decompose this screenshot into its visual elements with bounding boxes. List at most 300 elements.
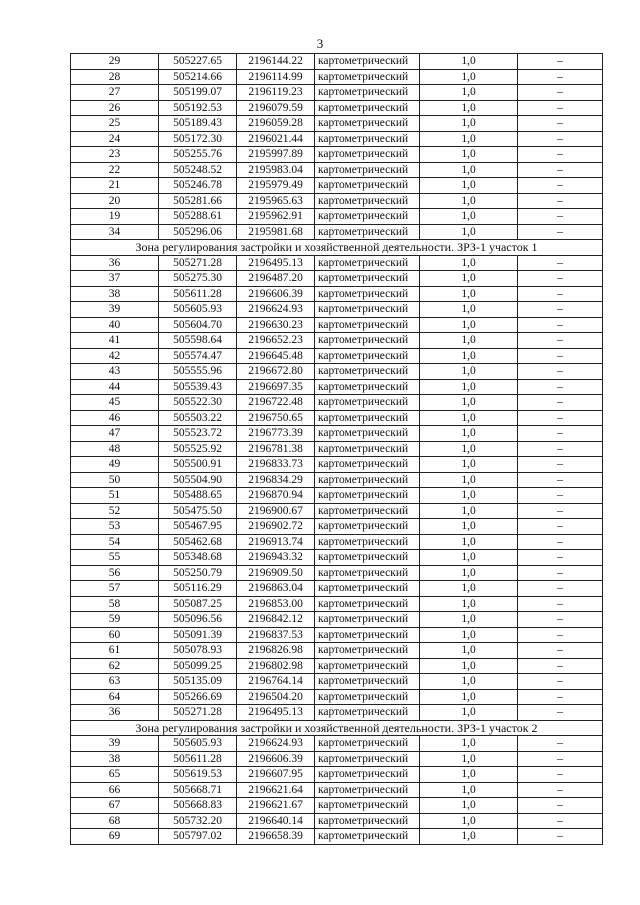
table-row [71, 565, 603, 581]
table-row [71, 147, 603, 163]
method-cell: картометрический [315, 534, 420, 550]
method-cell: картометрический [315, 426, 420, 442]
point-number-cell: 29 [71, 54, 159, 70]
accuracy-cell: 1,0 [420, 736, 518, 752]
note-cell: – [518, 767, 603, 783]
method-cell: картометрический [315, 333, 420, 349]
table-row [71, 782, 603, 798]
y-coordinate-cell: 2196624.93 [237, 736, 315, 752]
x-coordinate-cell: 505598.64 [159, 333, 237, 349]
x-coordinate-cell: 505539.43 [159, 379, 237, 395]
accuracy-cell: 1,0 [420, 488, 518, 504]
y-coordinate-cell: 2196144.22 [237, 54, 315, 70]
point-number-cell: 21 [71, 178, 159, 194]
accuracy-cell: 1,0 [420, 519, 518, 535]
zone-header-row [71, 720, 603, 736]
y-coordinate-cell: 2196722.48 [237, 395, 315, 411]
y-coordinate-cell: 2195983.04 [237, 162, 315, 178]
table-row [71, 224, 603, 240]
note-cell: – [518, 426, 603, 442]
method-cell: картометрический [315, 224, 420, 240]
x-coordinate-cell: 505296.06 [159, 224, 237, 240]
point-number-cell: 59 [71, 612, 159, 628]
table-row [71, 348, 603, 364]
table-row [71, 457, 603, 473]
method-cell: картометрический [315, 472, 420, 488]
x-coordinate-cell: 505091.39 [159, 627, 237, 643]
note-cell: – [518, 100, 603, 116]
table-row [71, 364, 603, 380]
y-coordinate-cell: 2196773.39 [237, 426, 315, 442]
y-coordinate-cell: 2196837.53 [237, 627, 315, 643]
method-cell: картометрический [315, 193, 420, 209]
y-coordinate-cell: 2195997.89 [237, 147, 315, 163]
note-cell: – [518, 395, 603, 411]
x-coordinate-cell: 505574.47 [159, 348, 237, 364]
y-coordinate-cell: 2196645.48 [237, 348, 315, 364]
method-cell: картометрический [315, 674, 420, 690]
coordinates-table [70, 53, 603, 845]
method-cell: картометрический [315, 612, 420, 628]
note-cell: – [518, 534, 603, 550]
note-cell: – [518, 472, 603, 488]
accuracy-cell: 1,0 [420, 596, 518, 612]
y-coordinate-cell: 2196802.98 [237, 658, 315, 674]
y-coordinate-cell: 2196487.20 [237, 271, 315, 287]
point-number-cell: 68 [71, 813, 159, 829]
accuracy-cell: 1,0 [420, 441, 518, 457]
note-cell: – [518, 193, 603, 209]
accuracy-cell: 1,0 [420, 643, 518, 659]
table-row [71, 534, 603, 550]
accuracy-cell: 1,0 [420, 54, 518, 70]
accuracy-cell: 1,0 [420, 426, 518, 442]
y-coordinate-cell: 2195981.68 [237, 224, 315, 240]
method-cell: картометрический [315, 85, 420, 101]
table-row [71, 116, 603, 132]
note-cell: – [518, 503, 603, 519]
note-cell: – [518, 348, 603, 364]
table-row [71, 162, 603, 178]
note-cell: – [518, 596, 603, 612]
point-number-cell: 50 [71, 472, 159, 488]
point-number-cell: 40 [71, 317, 159, 333]
method-cell: картометрический [315, 627, 420, 643]
method-cell: картометрический [315, 798, 420, 814]
table-row [71, 627, 603, 643]
point-number-cell: 36 [71, 705, 159, 721]
x-coordinate-cell: 505503.22 [159, 410, 237, 426]
note-cell: – [518, 457, 603, 473]
x-coordinate-cell: 505271.28 [159, 705, 237, 721]
y-coordinate-cell: 2196909.50 [237, 565, 315, 581]
y-coordinate-cell: 2196114.99 [237, 69, 315, 85]
note-cell: – [518, 255, 603, 271]
y-coordinate-cell: 2196781.38 [237, 441, 315, 457]
y-coordinate-cell: 2196750.65 [237, 410, 315, 426]
method-cell: картометрический [315, 503, 420, 519]
x-coordinate-cell: 505668.71 [159, 782, 237, 798]
y-coordinate-cell: 2196607.95 [237, 767, 315, 783]
accuracy-cell: 1,0 [420, 813, 518, 829]
table-row [71, 100, 603, 116]
y-coordinate-cell: 2196504.20 [237, 689, 315, 705]
y-coordinate-cell: 2196833.73 [237, 457, 315, 473]
note-cell: – [518, 627, 603, 643]
y-coordinate-cell: 2196902.72 [237, 519, 315, 535]
point-number-cell: 45 [71, 395, 159, 411]
method-cell: картометрический [315, 131, 420, 147]
table-row [71, 302, 603, 318]
y-coordinate-cell: 2196606.39 [237, 286, 315, 302]
note-cell: – [518, 224, 603, 240]
accuracy-cell: 1,0 [420, 209, 518, 225]
method-cell: картометрический [315, 519, 420, 535]
accuracy-cell: 1,0 [420, 364, 518, 380]
table-row [71, 54, 603, 70]
method-cell: картометрический [315, 147, 420, 163]
table-row [71, 658, 603, 674]
table-row [71, 674, 603, 690]
point-number-cell: 19 [71, 209, 159, 225]
table-row [71, 286, 603, 302]
accuracy-cell: 1,0 [420, 457, 518, 473]
y-coordinate-cell: 2196495.13 [237, 705, 315, 721]
accuracy-cell: 1,0 [420, 333, 518, 349]
y-coordinate-cell: 2196495.13 [237, 255, 315, 271]
point-number-cell: 48 [71, 441, 159, 457]
y-coordinate-cell: 2196863.04 [237, 581, 315, 597]
accuracy-cell: 1,0 [420, 224, 518, 240]
table-row [71, 255, 603, 271]
y-coordinate-cell: 2196079.59 [237, 100, 315, 116]
method-cell: картометрический [315, 565, 420, 581]
note-cell: – [518, 581, 603, 597]
method-cell: картометрический [315, 286, 420, 302]
note-cell: – [518, 550, 603, 566]
point-number-cell: 51 [71, 488, 159, 504]
accuracy-cell: 1,0 [420, 751, 518, 767]
method-cell: картометрический [315, 209, 420, 225]
table-row [71, 488, 603, 504]
x-coordinate-cell: 505555.96 [159, 364, 237, 380]
method-cell: картометрический [315, 813, 420, 829]
accuracy-cell: 1,0 [420, 782, 518, 798]
accuracy-cell: 1,0 [420, 193, 518, 209]
point-number-cell: 34 [71, 224, 159, 240]
table-row [71, 519, 603, 535]
note-cell: – [518, 69, 603, 85]
x-coordinate-cell: 505668.83 [159, 798, 237, 814]
method-cell: картометрический [315, 581, 420, 597]
method-cell: картометрический [315, 782, 420, 798]
x-coordinate-cell: 505611.28 [159, 751, 237, 767]
y-coordinate-cell: 2196606.39 [237, 751, 315, 767]
x-coordinate-cell: 505275.30 [159, 271, 237, 287]
point-number-cell: 67 [71, 798, 159, 814]
note-cell: – [518, 565, 603, 581]
y-coordinate-cell: 2196870.94 [237, 488, 315, 504]
x-coordinate-cell: 505116.29 [159, 581, 237, 597]
accuracy-cell: 1,0 [420, 379, 518, 395]
accuracy-cell: 1,0 [420, 147, 518, 163]
y-coordinate-cell: 2195962.91 [237, 209, 315, 225]
table-row [71, 612, 603, 628]
accuracy-cell: 1,0 [420, 658, 518, 674]
y-coordinate-cell: 2196630.23 [237, 317, 315, 333]
method-cell: картометрический [315, 255, 420, 271]
method-cell: картометрический [315, 317, 420, 333]
x-coordinate-cell: 505087.25 [159, 596, 237, 612]
point-number-cell: 28 [71, 69, 159, 85]
table-row [71, 410, 603, 426]
point-number-cell: 60 [71, 627, 159, 643]
point-number-cell: 49 [71, 457, 159, 473]
point-number-cell: 62 [71, 658, 159, 674]
point-number-cell: 64 [71, 689, 159, 705]
table-row [71, 193, 603, 209]
y-coordinate-cell: 2196764.14 [237, 674, 315, 690]
method-cell: картометрический [315, 379, 420, 395]
accuracy-cell: 1,0 [420, 503, 518, 519]
x-coordinate-cell: 505797.02 [159, 829, 237, 845]
note-cell: – [518, 612, 603, 628]
accuracy-cell: 1,0 [420, 534, 518, 550]
accuracy-cell: 1,0 [420, 550, 518, 566]
point-number-cell: 65 [71, 767, 159, 783]
x-coordinate-cell: 505281.66 [159, 193, 237, 209]
method-cell: картометрический [315, 348, 420, 364]
note-cell: – [518, 441, 603, 457]
point-number-cell: 39 [71, 302, 159, 318]
method-cell: картометрический [315, 271, 420, 287]
point-number-cell: 55 [71, 550, 159, 566]
table-row [71, 751, 603, 767]
point-number-cell: 52 [71, 503, 159, 519]
y-coordinate-cell: 2196624.93 [237, 302, 315, 318]
accuracy-cell: 1,0 [420, 798, 518, 814]
y-coordinate-cell: 2195979.49 [237, 178, 315, 194]
method-cell: картометрический [315, 643, 420, 659]
x-coordinate-cell: 505271.28 [159, 255, 237, 271]
accuracy-cell: 1,0 [420, 395, 518, 411]
table-row [71, 271, 603, 287]
table-row [71, 85, 603, 101]
x-coordinate-cell: 505199.07 [159, 85, 237, 101]
x-coordinate-cell: 505462.68 [159, 534, 237, 550]
method-cell: картометрический [315, 736, 420, 752]
point-number-cell: 22 [71, 162, 159, 178]
point-number-cell: 27 [71, 85, 159, 101]
table-row [71, 131, 603, 147]
note-cell: – [518, 333, 603, 349]
method-cell: картометрический [315, 689, 420, 705]
zone-title: Зона регулирования застройки и хозяйственной деятельности. ЗРЗ-1 участок 1 [71, 240, 603, 256]
method-cell: картометрический [315, 302, 420, 318]
table-row [71, 767, 603, 783]
note-cell: – [518, 317, 603, 333]
table-row [71, 596, 603, 612]
x-coordinate-cell: 505135.09 [159, 674, 237, 690]
point-number-cell: 53 [71, 519, 159, 535]
y-coordinate-cell: 2196621.67 [237, 798, 315, 814]
method-cell: картометрический [315, 596, 420, 612]
x-coordinate-cell: 505172.30 [159, 131, 237, 147]
table-row [71, 379, 603, 395]
table-row [71, 798, 603, 814]
y-coordinate-cell: 2196658.39 [237, 829, 315, 845]
x-coordinate-cell: 505522.30 [159, 395, 237, 411]
note-cell: – [518, 658, 603, 674]
method-cell: картометрический [315, 441, 420, 457]
accuracy-cell: 1,0 [420, 472, 518, 488]
zone-title: Зона регулирования застройки и хозяйственной деятельности. ЗРЗ-1 участок 2 [71, 720, 603, 736]
point-number-cell: 25 [71, 116, 159, 132]
point-number-cell: 41 [71, 333, 159, 349]
note-cell: – [518, 519, 603, 535]
method-cell: картометрический [315, 658, 420, 674]
point-number-cell: 24 [71, 131, 159, 147]
x-coordinate-cell: 505488.65 [159, 488, 237, 504]
method-cell: картометрический [315, 395, 420, 411]
accuracy-cell: 1,0 [420, 162, 518, 178]
x-coordinate-cell: 505348.68 [159, 550, 237, 566]
note-cell: – [518, 410, 603, 426]
table-row [71, 441, 603, 457]
x-coordinate-cell: 505611.28 [159, 286, 237, 302]
point-number-cell: 54 [71, 534, 159, 550]
table-row [71, 395, 603, 411]
accuracy-cell: 1,0 [420, 116, 518, 132]
method-cell: картометрический [315, 116, 420, 132]
note-cell: – [518, 364, 603, 380]
table-row [71, 643, 603, 659]
accuracy-cell: 1,0 [420, 767, 518, 783]
y-coordinate-cell: 2196640.14 [237, 813, 315, 829]
x-coordinate-cell: 505266.69 [159, 689, 237, 705]
x-coordinate-cell: 505604.70 [159, 317, 237, 333]
y-coordinate-cell: 2196021.44 [237, 131, 315, 147]
x-coordinate-cell: 505096.56 [159, 612, 237, 628]
note-cell: – [518, 131, 603, 147]
point-number-cell: 42 [71, 348, 159, 364]
accuracy-cell: 1,0 [420, 131, 518, 147]
accuracy-cell: 1,0 [420, 410, 518, 426]
x-coordinate-cell: 505192.53 [159, 100, 237, 116]
point-number-cell: 38 [71, 286, 159, 302]
x-coordinate-cell: 505255.76 [159, 147, 237, 163]
accuracy-cell: 1,0 [420, 100, 518, 116]
y-coordinate-cell: 2196842.12 [237, 612, 315, 628]
table-row [71, 472, 603, 488]
y-coordinate-cell: 2196059.28 [237, 116, 315, 132]
x-coordinate-cell: 505099.25 [159, 658, 237, 674]
point-number-cell: 43 [71, 364, 159, 380]
x-coordinate-cell: 505523.72 [159, 426, 237, 442]
note-cell: – [518, 209, 603, 225]
note-cell: – [518, 379, 603, 395]
method-cell: картометрический [315, 162, 420, 178]
accuracy-cell: 1,0 [420, 302, 518, 318]
accuracy-cell: 1,0 [420, 581, 518, 597]
point-number-cell: 66 [71, 782, 159, 798]
y-coordinate-cell: 2196913.74 [237, 534, 315, 550]
table-row [71, 503, 603, 519]
note-cell: – [518, 488, 603, 504]
x-coordinate-cell: 505504.90 [159, 472, 237, 488]
table-row [71, 426, 603, 442]
accuracy-cell: 1,0 [420, 85, 518, 101]
y-coordinate-cell: 2196652.23 [237, 333, 315, 349]
note-cell: – [518, 178, 603, 194]
x-coordinate-cell: 505227.65 [159, 54, 237, 70]
x-coordinate-cell: 505605.93 [159, 736, 237, 752]
accuracy-cell: 1,0 [420, 627, 518, 643]
table-row [71, 829, 603, 845]
y-coordinate-cell: 2196621.64 [237, 782, 315, 798]
note-cell: – [518, 798, 603, 814]
point-number-cell: 26 [71, 100, 159, 116]
accuracy-cell: 1,0 [420, 565, 518, 581]
note-cell: – [518, 643, 603, 659]
note-cell: – [518, 54, 603, 70]
accuracy-cell: 1,0 [420, 612, 518, 628]
table-row [71, 69, 603, 85]
accuracy-cell: 1,0 [420, 829, 518, 845]
coordinates-table-body [71, 54, 603, 845]
accuracy-cell: 1,0 [420, 348, 518, 364]
point-number-cell: 57 [71, 581, 159, 597]
method-cell: картометрический [315, 550, 420, 566]
x-coordinate-cell: 505246.78 [159, 178, 237, 194]
x-coordinate-cell: 505214.66 [159, 69, 237, 85]
note-cell: – [518, 705, 603, 721]
table-row [71, 689, 603, 705]
x-coordinate-cell: 505619.53 [159, 767, 237, 783]
y-coordinate-cell: 2196697.35 [237, 379, 315, 395]
method-cell: картометрический [315, 364, 420, 380]
note-cell: – [518, 302, 603, 318]
accuracy-cell: 1,0 [420, 286, 518, 302]
y-coordinate-cell: 2196943.32 [237, 550, 315, 566]
method-cell: картометрический [315, 829, 420, 845]
method-cell: картометрический [315, 410, 420, 426]
point-number-cell: 38 [71, 751, 159, 767]
note-cell: – [518, 751, 603, 767]
y-coordinate-cell: 2196900.67 [237, 503, 315, 519]
point-number-cell: 56 [71, 565, 159, 581]
y-coordinate-cell: 2196119.23 [237, 85, 315, 101]
point-number-cell: 47 [71, 426, 159, 442]
method-cell: картометрический [315, 457, 420, 473]
method-cell: картометрический [315, 705, 420, 721]
method-cell: картометрический [315, 488, 420, 504]
x-coordinate-cell: 505605.93 [159, 302, 237, 318]
zone-header-row [71, 240, 603, 256]
accuracy-cell: 1,0 [420, 255, 518, 271]
method-cell: картометрический [315, 178, 420, 194]
table-row [71, 581, 603, 597]
accuracy-cell: 1,0 [420, 705, 518, 721]
table-row [71, 736, 603, 752]
x-coordinate-cell: 505732.20 [159, 813, 237, 829]
y-coordinate-cell: 2196826.98 [237, 643, 315, 659]
note-cell: – [518, 147, 603, 163]
point-number-cell: 61 [71, 643, 159, 659]
method-cell: картометрический [315, 767, 420, 783]
note-cell: – [518, 689, 603, 705]
y-coordinate-cell: 2196834.29 [237, 472, 315, 488]
